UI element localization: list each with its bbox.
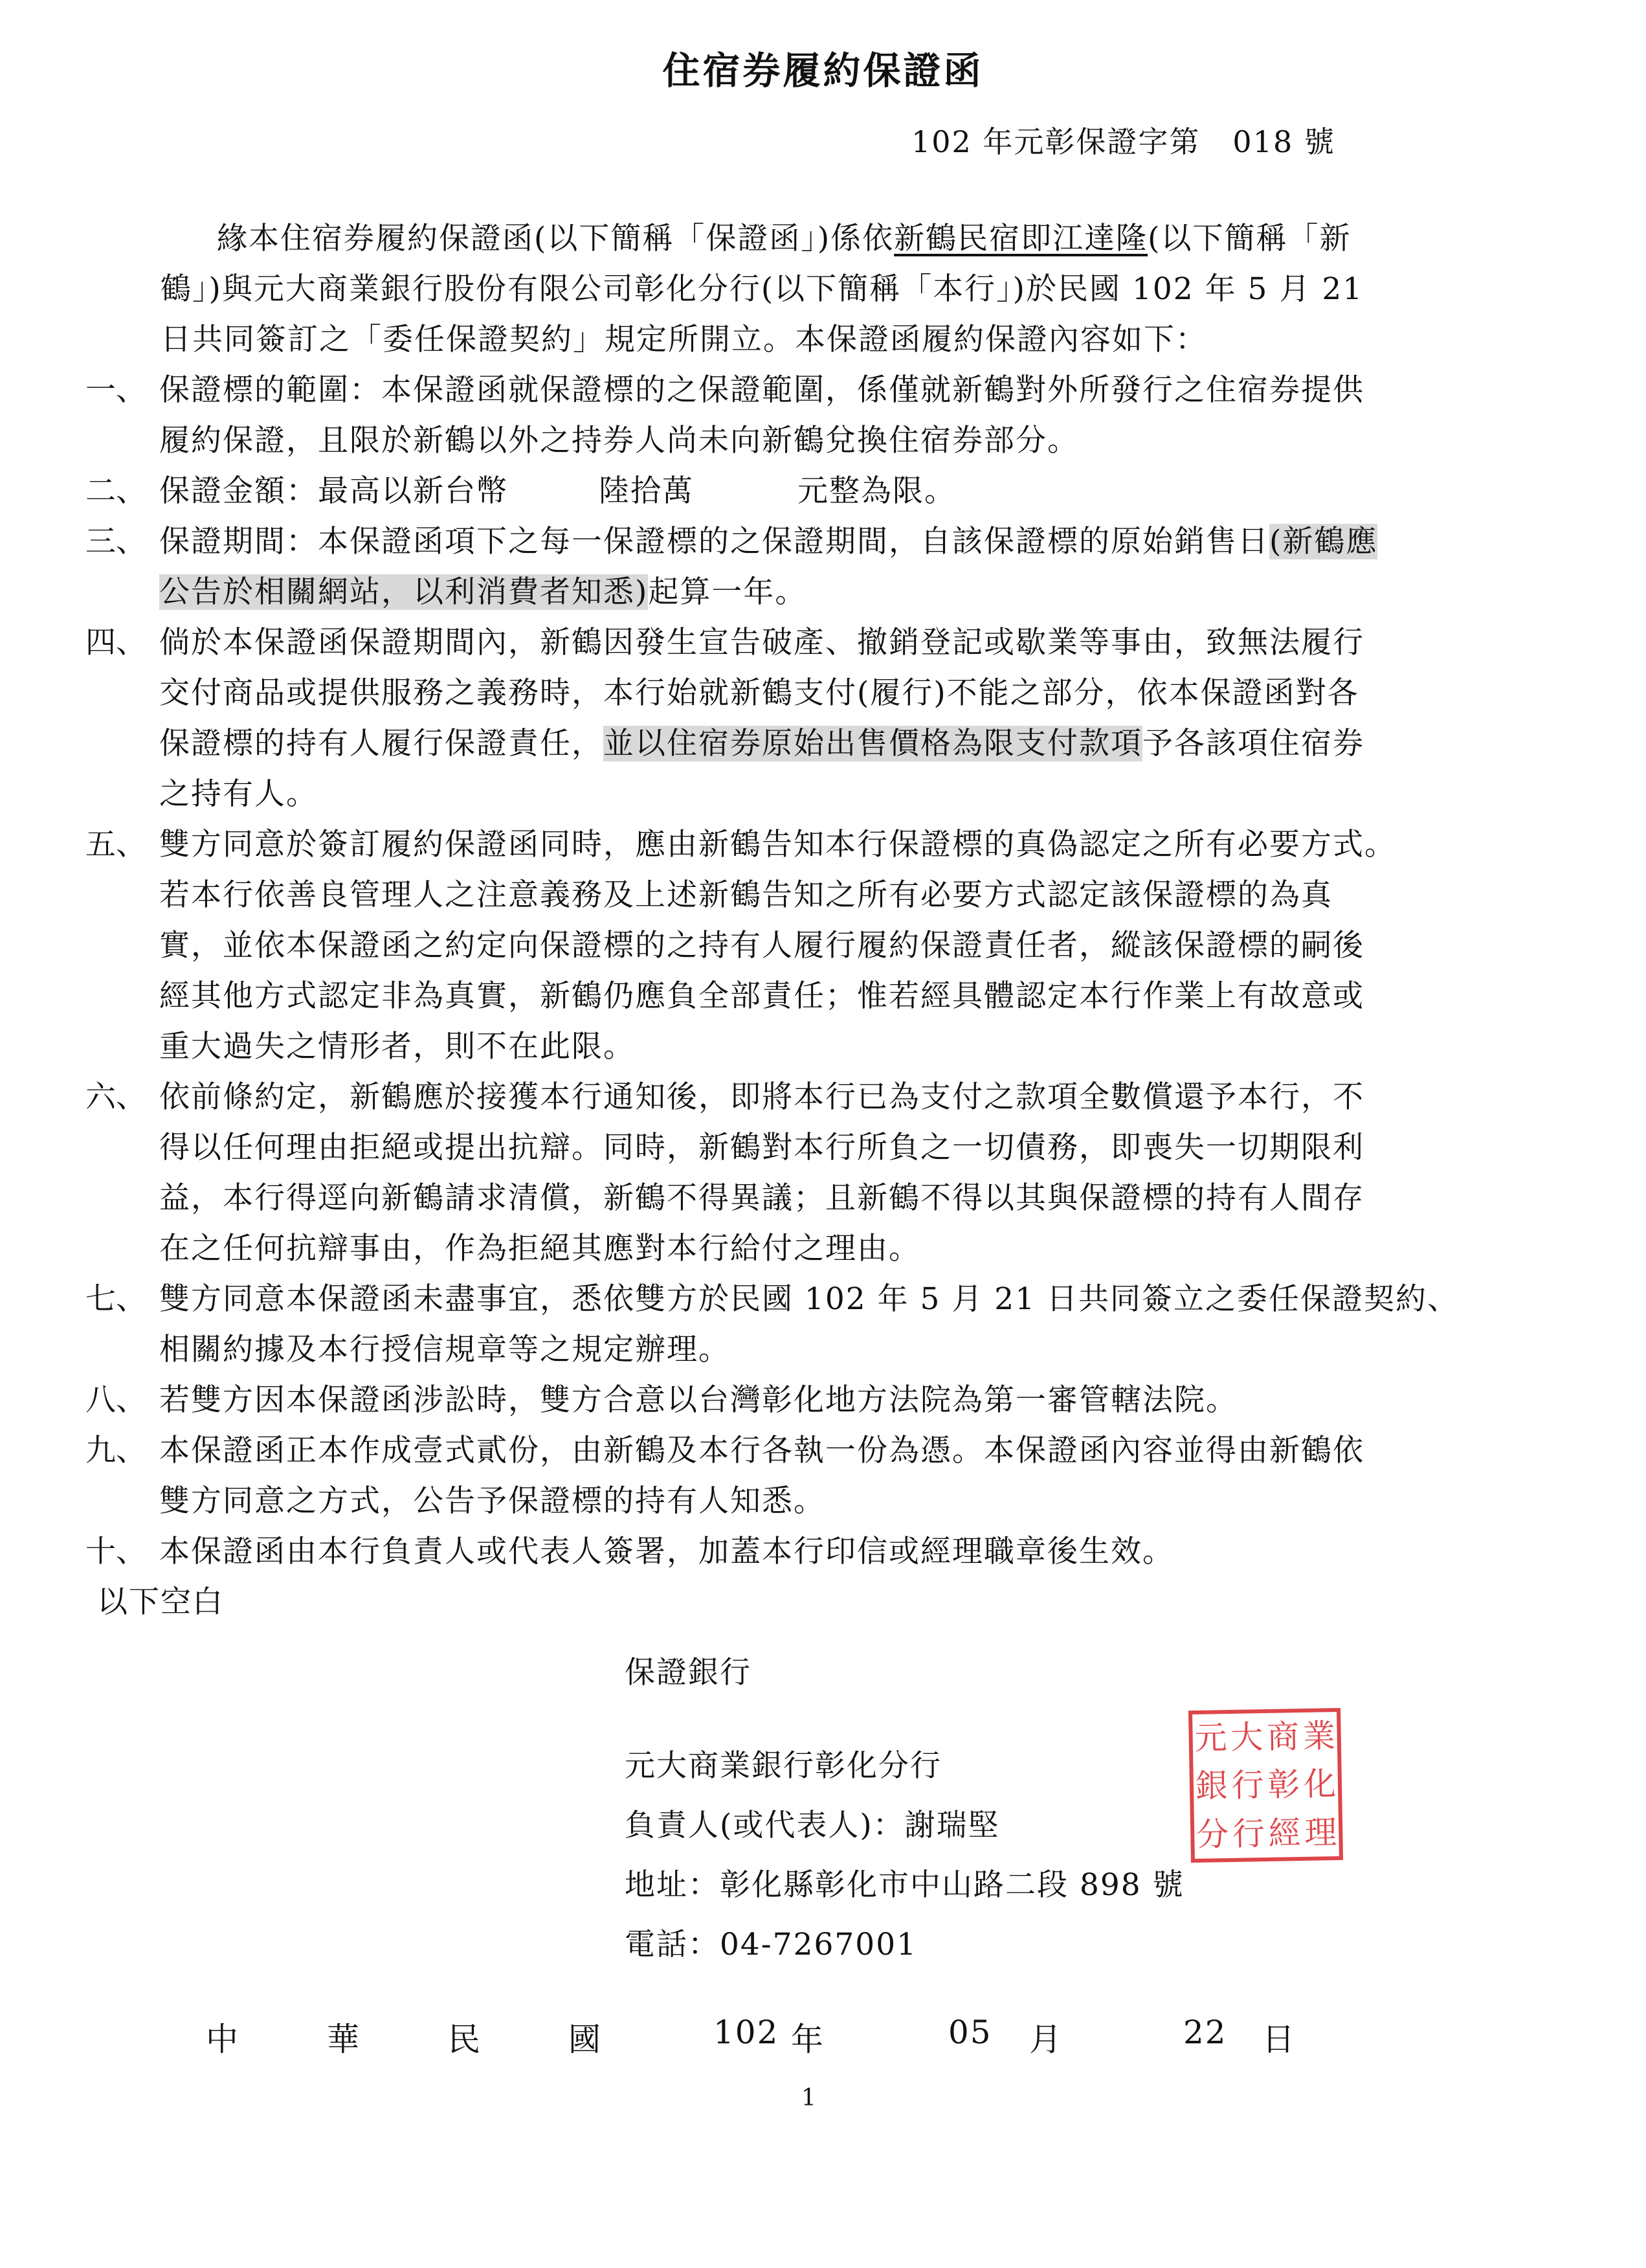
intro-line-2: 鶴」)與元大商業銀行股份有限公司彰化分行(以下簡稱「本行」)於民國 102 年 5 月 21 — [161, 271, 1364, 307]
item-4-line-4: 之持有人。 — [159, 776, 318, 812]
seal-char: 銀 — [1195, 1767, 1229, 1806]
intro-text: (以下簡稱「新 — [1148, 221, 1351, 256]
item-7-marker: 七、 — [85, 1281, 146, 1317]
item-5-line-2: 若本行依善良管理人之注意義務及上述新鶴告知之所有必要方式認定該保證標的為真 — [159, 877, 1333, 913]
item-1-line-1: 保證標的範圍：本保證函就保證標的之保證範圍，係僅就新鶴對外所發行之住宿券提供 — [159, 372, 1364, 408]
item-5-line-3: 實，並依本保證函之約定向保證標的之持有人履行履約保證責任者，縱該保證標的嗣後 — [159, 928, 1364, 963]
item-7-line-1: 雙方同意本保證函未盡事宜，悉依雙方於民國 102 年 5 月 21 日共同簽立之委任保證契約、 — [159, 1281, 1460, 1317]
item-4-marker: 四、 — [85, 625, 146, 660]
item-6-line-4: 在之任何抗辯事由，作為拒絕其應對本行給付之理由。 — [159, 1231, 920, 1266]
blank-note: 以下空白 — [97, 1584, 224, 1620]
seal-char: 行 — [1232, 1814, 1265, 1853]
date-char: 中 — [206, 2021, 239, 2058]
date-month: 05 — [948, 2014, 992, 2051]
item-6-line-1: 依前條約定，新鶴應於接獲本行通知後，即將本行已為支付之款項全數償還予本行，不 — [159, 1079, 1364, 1115]
item-8-line-1: 若雙方因本保證函涉訟時，雙方合意以台灣彰化地方法院為第一審管轄法院。 — [159, 1382, 1238, 1418]
intro-line-1 — [217, 214, 1351, 264]
item-3-text: 保證期間：本保證函項下之每一保證標的之保證期間，自該保證標的原始銷售日 — [159, 524, 1269, 559]
seal-char: 商 — [1266, 1718, 1300, 1757]
item-6-marker: 六、 — [85, 1079, 146, 1115]
document-number-prefix: 102 年元彰保證字第 — [911, 124, 1201, 159]
seal-char: 彰 — [1267, 1766, 1300, 1804]
highlighted-text: (新鶴應 — [1269, 524, 1378, 559]
bank-name: 元大商業銀行彰化分行 — [625, 1748, 942, 1784]
date-char: 民 — [448, 2021, 482, 2058]
date-day-label: 日 — [1262, 2021, 1296, 2058]
party-name: 新鶴民宿即江達隆 — [894, 221, 1148, 256]
bank-seal-stamp — [1188, 1708, 1343, 1863]
item-3-line-2 — [159, 567, 806, 618]
item-10-marker: 十、 — [85, 1534, 146, 1569]
seal-char: 經 — [1268, 1813, 1302, 1852]
item-5-line-1: 雙方同意於簽訂履約保證函同時，應由新鶴告知本行保證標的真偽認定之所有必要方式。 — [159, 827, 1396, 862]
intro-text: 緣本住宿券履約保證函(以下簡稱「保證函」)係依 — [217, 221, 895, 256]
seal-char: 大 — [1230, 1718, 1263, 1757]
item-2-text: 保證金額：最高以新台幣 — [159, 473, 508, 509]
item-9-line-1: 本保證函正本作成壹式貳份，由新鶴及本行各執一份為憑。本保證函內容並得由新鶴依 — [159, 1433, 1364, 1468]
seal-char: 業 — [1302, 1717, 1336, 1756]
highlighted-text: 並以住宿券原始出售價格為限支付款項 — [603, 726, 1142, 761]
item-2-line-1 — [159, 466, 956, 517]
intro-line-3: 日共同簽訂之「委任保證契約」規定所開立。本保證函履約保證內容如下： — [161, 322, 1207, 357]
representative: 負責人(或代表人)：謝瑞堅 — [625, 1808, 1000, 1843]
item-10-line-1: 本保證函由本行負責人或代表人簽署，加蓋本行印信或經理職章後生效。 — [159, 1534, 1174, 1569]
bank-address: 地址：彰化縣彰化市中山路二段 898 號 — [625, 1867, 1184, 1903]
item-4-line-2: 交付商品或提供服務之義務時，本行始就新鶴支付(履行)不能之部分，依本保證函對各 — [159, 675, 1359, 711]
item-8-marker: 八、 — [85, 1382, 146, 1418]
document-number-value: 018 號 — [1232, 124, 1335, 159]
guarantor-heading: 保證銀行 — [625, 1655, 751, 1690]
item-5-line-5: 重大過失之情形者，則不在此限。 — [159, 1029, 635, 1064]
seal-char: 行 — [1231, 1766, 1265, 1805]
highlighted-text: 公告於相關網站，以利消費者知悉) — [159, 574, 649, 610]
item-1-line-2: 履約保證，且限於新鶴以外之持券人尚未向新鶴兌換住宿券部分。 — [159, 423, 1079, 458]
document-number — [911, 118, 1335, 161]
item-7-line-2: 相關約據及本行授信規章等之規定辦理。 — [159, 1332, 730, 1367]
item-2-marker: 二、 — [85, 473, 146, 509]
date-year-label: 年 — [791, 2021, 825, 2058]
date-char: 國 — [568, 2021, 602, 2058]
guarantee-amount: 陸拾萬 — [599, 473, 694, 509]
page-number: 1 — [801, 2085, 816, 2111]
date-month-label: 月 — [1029, 2021, 1063, 2058]
date-char: 華 — [327, 2021, 361, 2058]
item-4-text: 保證標的持有人履行保證責任， — [159, 726, 603, 761]
item-9-marker: 九、 — [85, 1433, 146, 1468]
item-3-text: 起算一年。 — [648, 574, 807, 610]
seal-char: 理 — [1304, 1813, 1337, 1852]
item-5-line-4: 經其他方式認定非為真實，新鶴仍應負全部責任；惟若經具體認定本行作業上有故意或 — [159, 978, 1364, 1014]
document-title: 住宿券履約保證函 — [662, 49, 984, 93]
item-2-text: 元整為限。 — [797, 473, 956, 509]
bank-phone: 電話：04-7267001 — [625, 1927, 918, 1962]
item-6-line-2: 得以任何理由拒絕或提出抗辯。同時，新鶴對本行所負之一切債務，即喪失一切期限利 — [159, 1130, 1364, 1165]
item-1-marker: 一、 — [85, 372, 146, 408]
date-year: 102 — [713, 2014, 779, 2051]
seal-char: 分 — [1196, 1815, 1229, 1854]
item-6-line-3: 益，本行得逕向新鶴請求清償，新鶴不得異議；且新鶴不得以其與保證標的持有人間存 — [159, 1180, 1364, 1216]
item-4-line-1: 倘於本保證函保證期間內，新鶴因發生宣告破產、撤銷登記或歇業等事由，致無法履行 — [159, 625, 1364, 660]
item-3-line-1 — [159, 517, 1377, 567]
date-day: 22 — [1183, 2014, 1227, 2051]
item-9-line-2: 雙方同意之方式，公告予保證標的持有人知悉。 — [159, 1483, 825, 1519]
item-3-marker: 三、 — [85, 524, 146, 559]
seal-char: 化 — [1303, 1765, 1337, 1804]
item-4-line-3 — [159, 719, 1364, 769]
item-5-marker: 五、 — [85, 827, 146, 862]
seal-char: 元 — [1194, 1719, 1228, 1758]
item-4-text: 予各該項住宿券 — [1142, 726, 1364, 761]
